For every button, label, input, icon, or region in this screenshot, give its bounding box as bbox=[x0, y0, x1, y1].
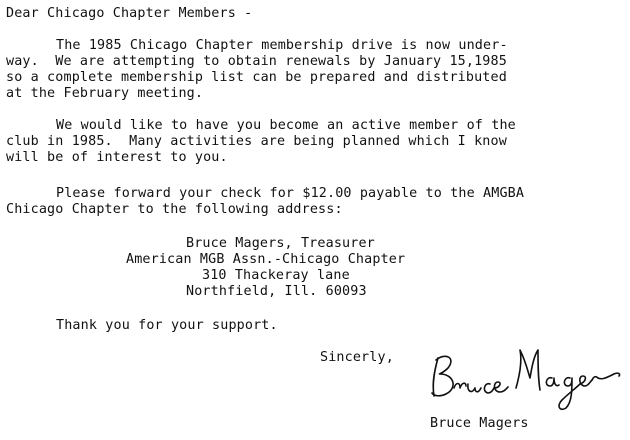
signature-name: Bruce Magers bbox=[430, 416, 529, 431]
paragraph-2-line-1: We would like to have you become an active member of the bbox=[56, 118, 516, 133]
paragraph-1-line-3: so a complete membership list can be prepared and distributed bbox=[6, 70, 507, 85]
closing: Sincerly, bbox=[320, 350, 394, 365]
paragraph-2-line-3: will be of interest to you. bbox=[6, 150, 228, 165]
salutation: Dear Chicago Chapter Members - bbox=[6, 6, 253, 21]
address-line-name: Bruce Magers, Treasurer bbox=[186, 236, 375, 251]
address-line-city: Northfield, Ill. 60093 bbox=[186, 284, 367, 299]
paragraph-3-line-1: Please forward your check for $12.00 payable to the AMGBA bbox=[56, 186, 525, 201]
paragraph-1-line-1: The 1985 Chicago Chapter membership drive is now under- bbox=[56, 38, 508, 53]
paragraph-2-line-2: club in 1985. Many activities are being planned which I know bbox=[6, 134, 507, 149]
thanks-line: Thank you for your support. bbox=[56, 318, 278, 333]
address-line-street: 310 Thackeray lane bbox=[202, 268, 350, 283]
paragraph-1-line-2: way. We are attempting to obtain renewals by January 15,1985 bbox=[6, 54, 507, 69]
paragraph-1-line-4: at the February meeting. bbox=[6, 86, 204, 101]
handwritten-signature bbox=[420, 344, 625, 414]
paragraph-3-line-2: Chicago Chapter to the following address: bbox=[6, 202, 343, 217]
address-line-organization: American MGB Assn.-Chicago Chapter bbox=[126, 252, 406, 267]
